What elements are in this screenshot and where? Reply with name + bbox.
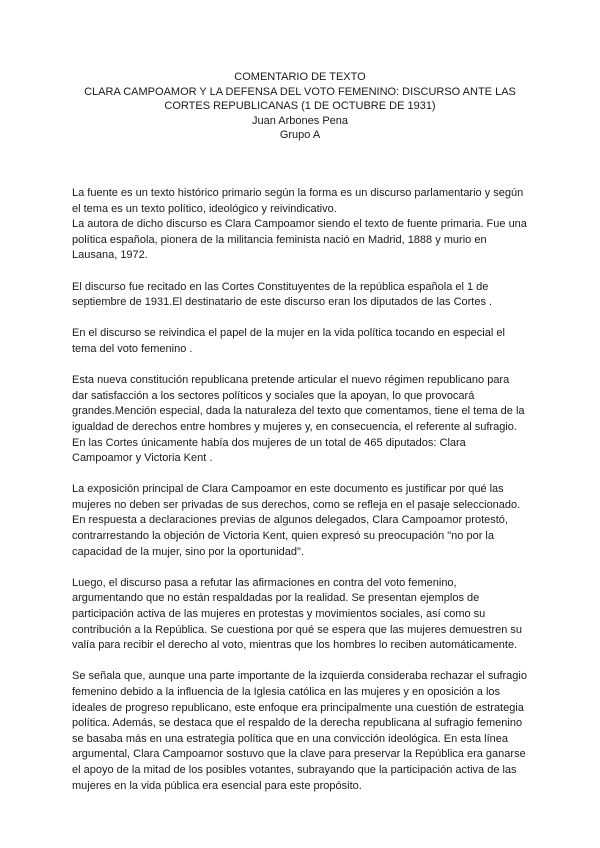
paragraph-author: La autora de dicho discurso es Clara Campoamor siendo el texto de fuente primaria. Fue una política española, pionera de la militancia feminista nació en Madrid, 1888 y murio en Lausana, 1972. xyxy=(72,218,527,262)
document-title-line-2: CORTES REPUBLICANAS (1 DE OCTUBRE DE 1931) xyxy=(164,100,436,112)
paragraph-refutation: Luego, el discurso pasa a refutar las afirmaciones en contra del voto femenino, argumentando que no están respaldadas por la realidad. Se presentan ejemplos de participación activa de las mujeres en protestas y movimientos sociales, así como su contribución a la República. Se cuestiona por qué se espera que las mujeres demuestren su valía para recibir el derecho al voto, mientras que los hombres lo reciben automáticamente. xyxy=(72,576,523,652)
document-body xyxy=(72,186,528,810)
paragraph-context: El discurso fue recitado en las Cortes Constituyentes de la república española el 1 de septiembre de 1931.El destinatario de este discurso eran los diputados de las Cortes . xyxy=(72,280,493,309)
paragraph-theme: En el discurso se reivindica el papel de la mujer en la vida política tocando en especial el tema del voto femenino . xyxy=(72,327,505,355)
author-name: Juan Arbones Pena xyxy=(251,114,349,127)
document-type: COMENTARIO DE TEXTO xyxy=(234,71,366,83)
document-title-line-1: CLARA CAMPOAMOR Y LA DEFENSA DEL VOTO FEMENINO: DISCURSO ANTE LAS xyxy=(84,85,516,98)
document-header xyxy=(60,70,540,143)
group-label: Grupo A xyxy=(279,129,321,141)
paragraph-source-type: La fuente es un texto histórico primario según la forma es un discurso parlamentario y según el tema es un texto político, ideológico y reivindicativo. xyxy=(72,187,524,215)
paragraph-exposition: La exposición principal de Clara Campoamor en este documento es justificar por qué las mujeres no deben ser privadas de sus derechos, como se refleja en el pasaje seleccionado. En respuesta a declaraciones previas de algunos delegados, Clara Campoamor protestó, contrarrestando la objeción de Victoria Kent, quien expresó su preocupación "no por la capacidad de la mujer, sino por la oportunidad". xyxy=(72,483,521,558)
paragraph-constitution: Esta nueva constitución republicana pretende articular el nuevo régimen republicano para dar satisfacción a los sectores políticos y sociales que la apoyan, lo que provocará grandes.Mención especial, dada la naturaleza del texto que comentamos, tiene el tema de la igualdad de derechos entre hombres y mujeres y, en consecuencia, el referente al sufragio. En las Cortes únicamente había dos mujeres de un total de 465 diputados: Clara Campoamor y Victoria Kent . xyxy=(72,374,525,465)
paragraph-strategy: Se señala que, aunque una parte importante de la izquierda consideraba rechazar el sufragio femenino debido a la influencia de la Iglesia católica en las mujeres y en oposición a los ideales de progreso republicano, este enfoque era principalmente una cuestión de estrategia política. Además, se destaca que el respaldo de la derecha republicana al sufragio femenino se basaba más en una estrategia política que en una convicción ideológica. En esta línea argumental, Clara Campoamor sostuvo que la clave para preservar la República era ganarse el apoyo de la mitad de los posibles votantes, subrayando que la participación activa de las mujeres en la vida pública era esencial para este propósito. xyxy=(72,670,527,792)
